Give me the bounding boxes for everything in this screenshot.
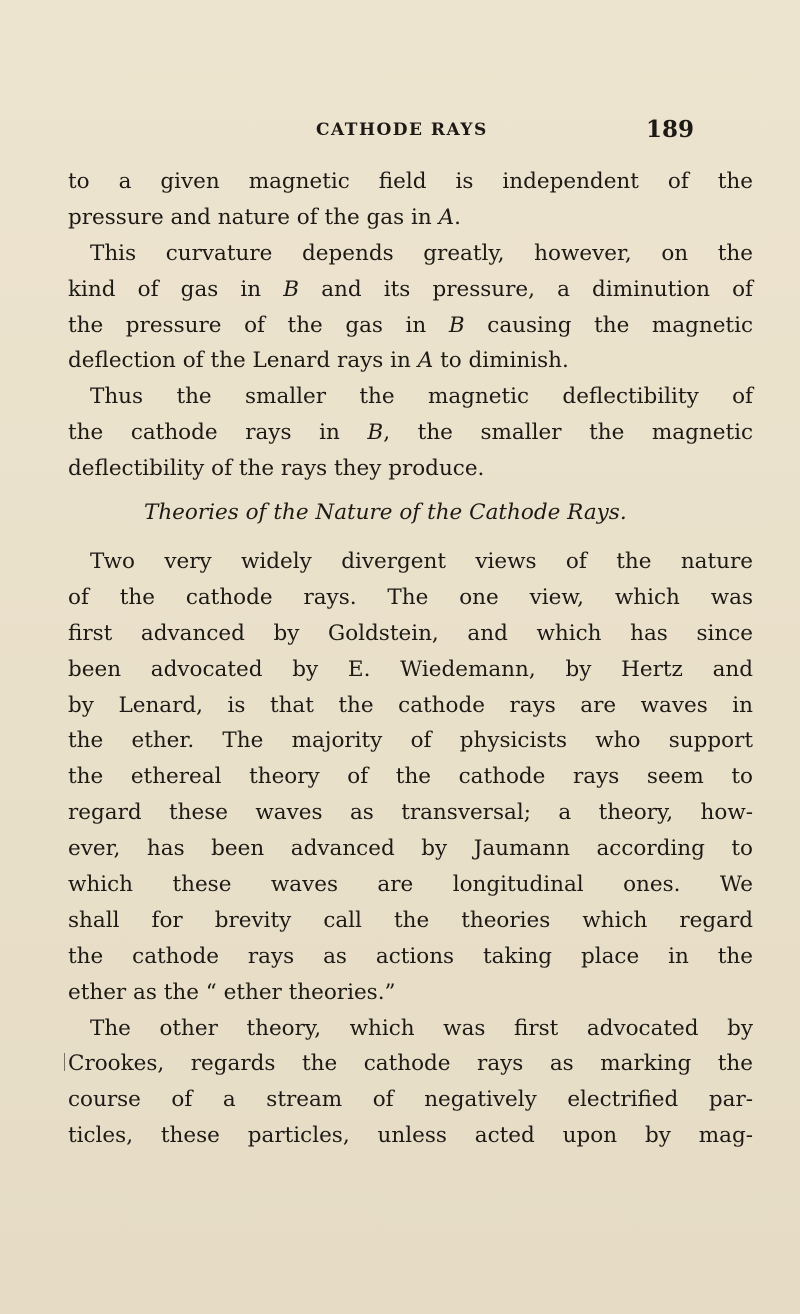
- variable-a: A: [438, 204, 455, 230]
- text-line: deflection of the Lenard rays in A to diminish.: [68, 348, 569, 374]
- text-line: Thus the smaller the magnetic deflectibility of: [90, 384, 753, 410]
- text-line: to a given magnetic field is independent of the: [68, 169, 753, 194]
- text-line: kind of gas in B and its pressure, a diminution of: [68, 276, 753, 302]
- text-line: The other theory, which was first advocated by: [90, 1015, 753, 1041]
- text-line: the cathode rays in B, the smaller the magnetic: [68, 420, 754, 446]
- section-heading: Theories of the Nature of the Cathode Rays.: [144, 500, 627, 526]
- variable-b: B: [448, 312, 465, 338]
- margin-mark: [64, 1053, 65, 1071]
- text-line: ether as the “ ether theories.”: [68, 979, 396, 1005]
- running-head: [0, 116, 800, 146]
- page-number: 189: [646, 116, 695, 143]
- body-text: [68, 164, 753, 1154]
- text-line: first advanced by Goldstein, and which has since: [68, 620, 753, 646]
- text-line: pressure and nature of the gas in A.: [68, 204, 461, 230]
- text-line: the ether. The majority of physicists who support: [68, 728, 753, 754]
- text-line: the ethereal theory of the cathode rays seem to: [68, 764, 753, 790]
- text-line: ticles, these particles, unless acted upon by mag-: [68, 1123, 753, 1149]
- text-line: of the cathode rays. The one view, which was: [68, 584, 753, 610]
- variable-a: A: [417, 348, 434, 374]
- text-line: ever, has been advanced by Jaumann according to: [68, 836, 753, 862]
- text-line: deflectibility of the rays they produce.: [68, 456, 485, 482]
- variable-b: B: [283, 276, 300, 302]
- text-line: This curvature depends greatly, however, on the: [90, 240, 753, 266]
- text-line: regard these waves as transversal; a theory, how-: [68, 800, 753, 826]
- variable-b: B: [367, 420, 384, 446]
- text-line: course of a stream of negatively electrified par-: [68, 1087, 753, 1113]
- text-line: been advocated by E. Wiedemann, by Hertz and: [68, 656, 753, 682]
- running-title: CATHODE RAYS: [316, 120, 488, 140]
- text-line: Two very widely divergent views of the nature: [90, 549, 753, 575]
- text-line: which these waves are longitudinal ones. We: [68, 872, 753, 898]
- text-line: shall for brevity call the theories which regard: [68, 907, 753, 933]
- text-line: the cathode rays as actions taking place in the: [68, 943, 753, 969]
- text-line: Crookes, regards the cathode rays as marking the: [68, 1051, 753, 1077]
- text-line: the pressure of the gas in B causing the magnetic: [68, 312, 753, 338]
- text-line: by Lenard, is that the cathode rays are waves in: [68, 692, 753, 718]
